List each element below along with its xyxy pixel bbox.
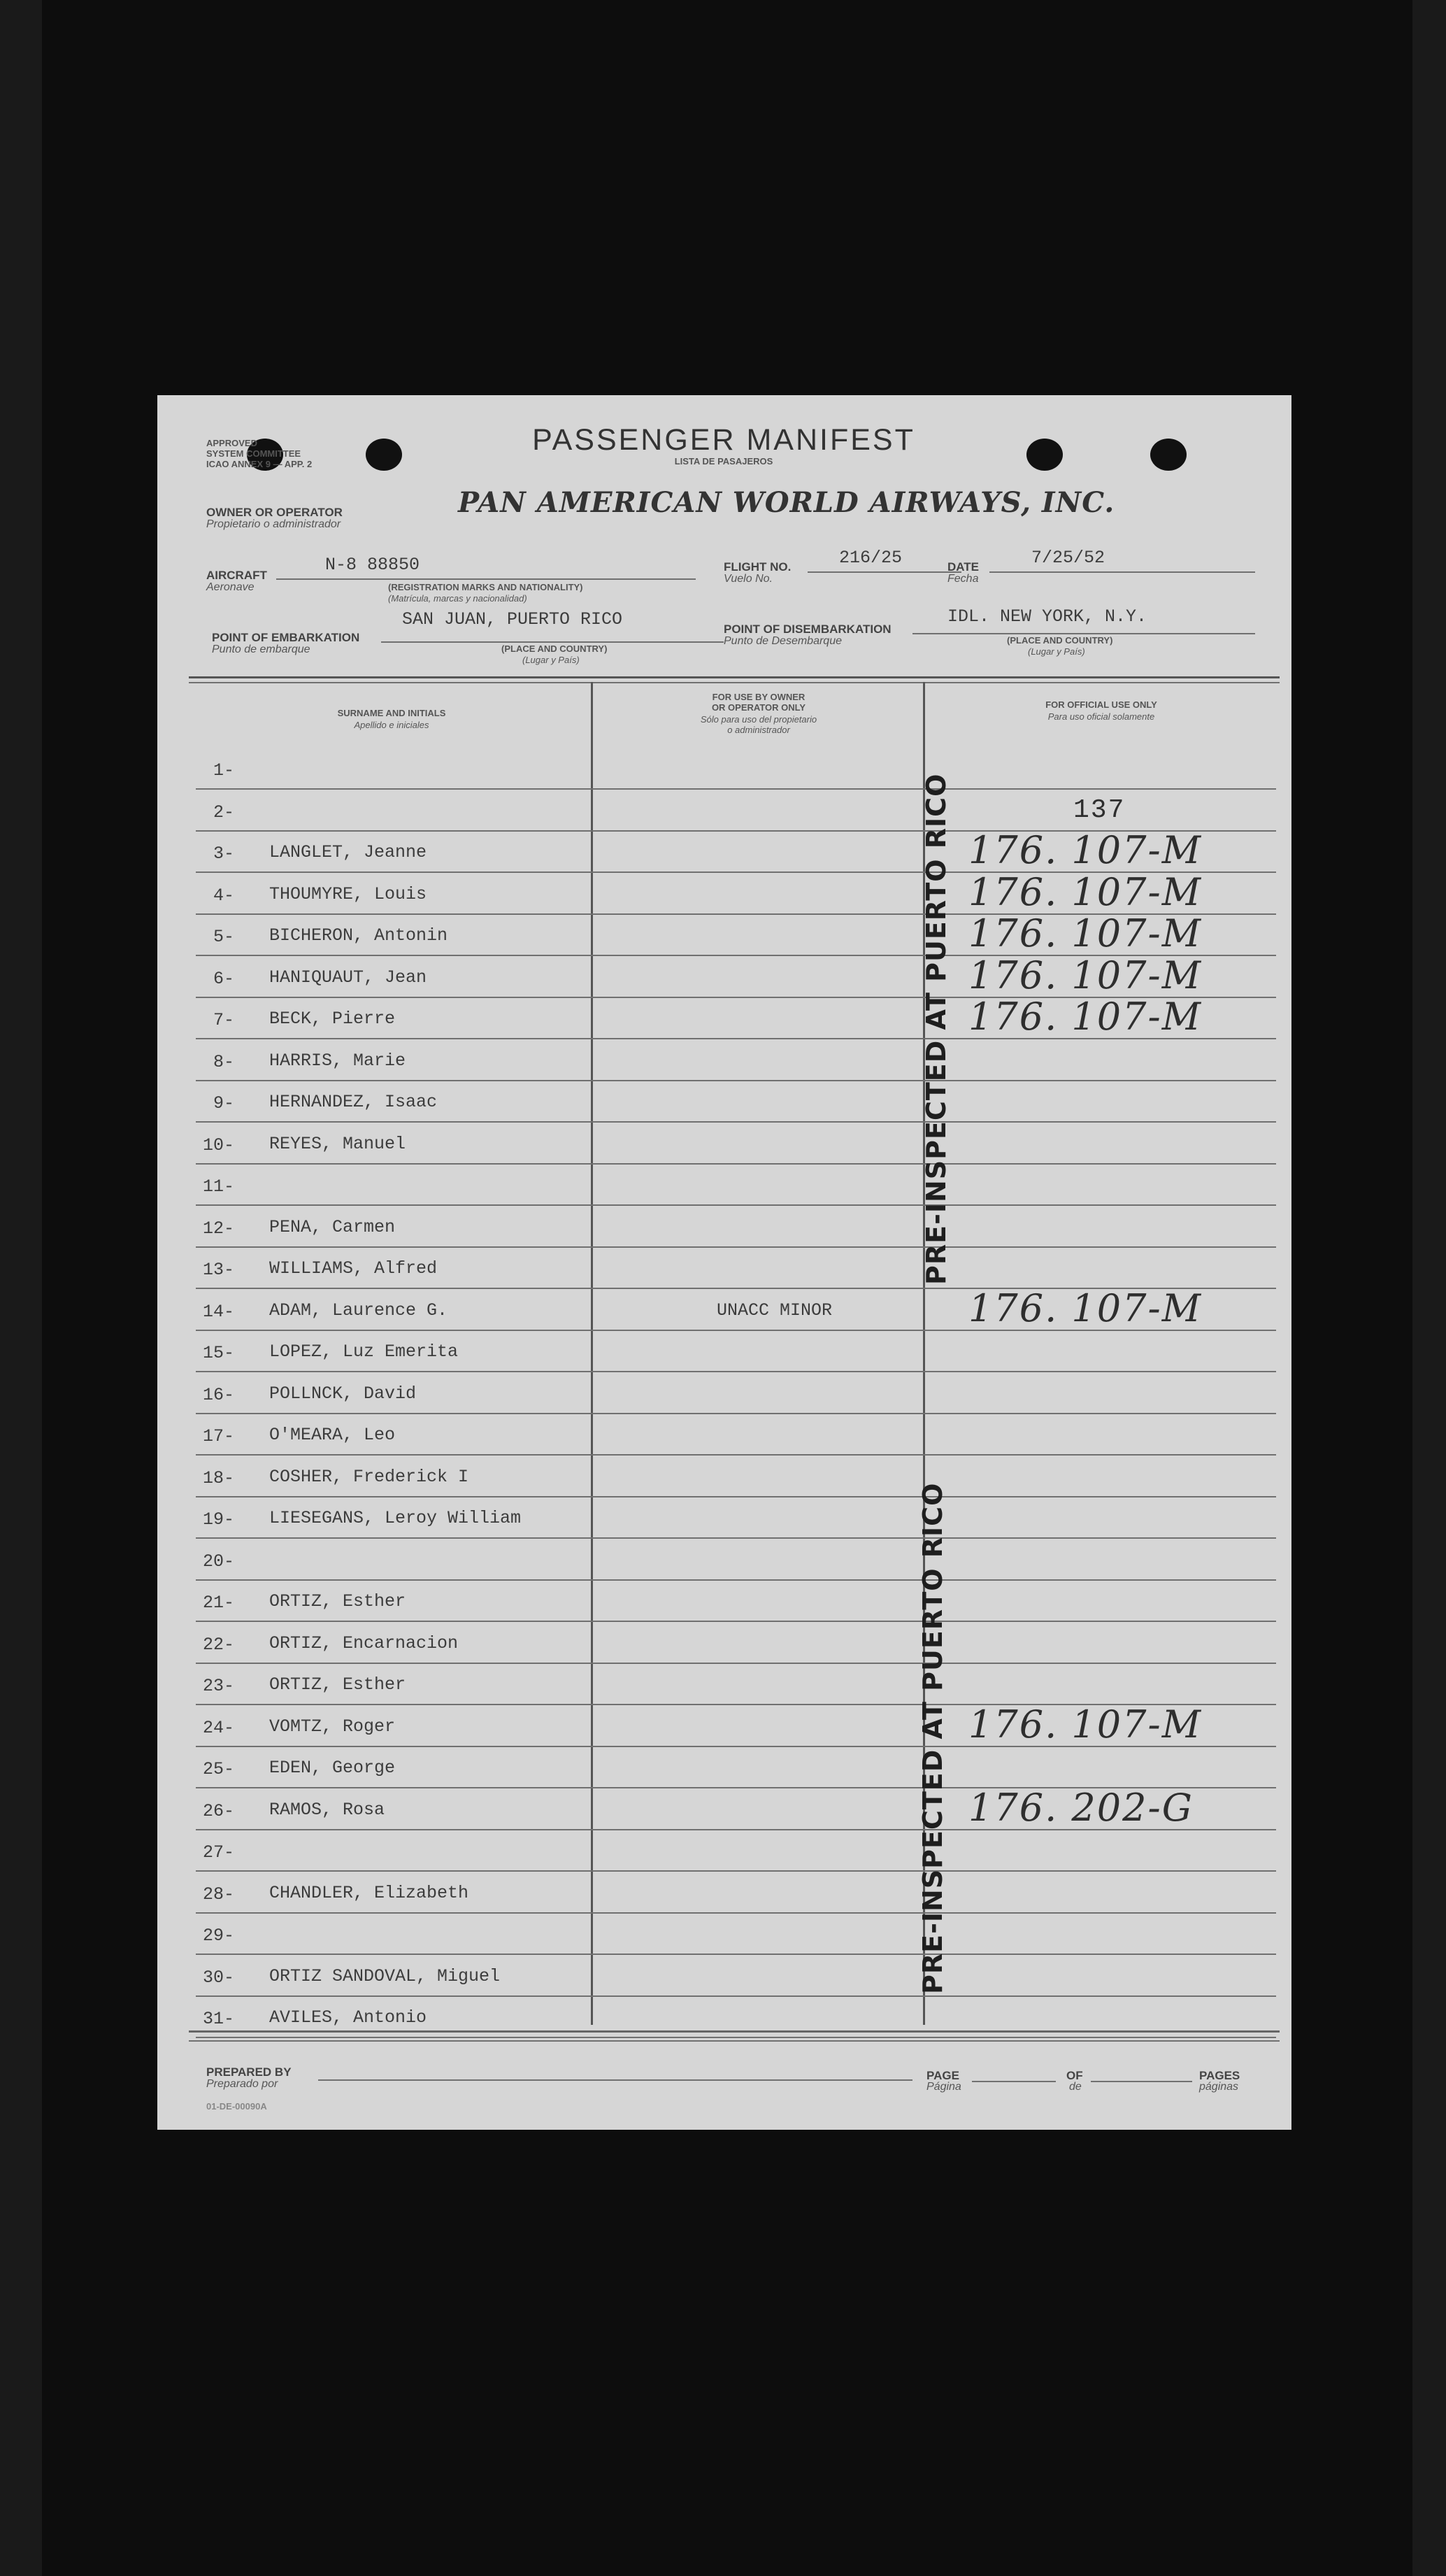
official-notation: 176. 107-M (968, 953, 1203, 997)
punch-hole (366, 439, 402, 471)
pages-sublabel: páginas (1199, 2081, 1239, 2093)
official-notation: 176. 107-M (968, 870, 1203, 914)
row-number: 29- (202, 1926, 234, 1946)
row-number: 26- (202, 1801, 234, 1821)
disembark-value: IDL. NEW YORK, N.Y. (947, 606, 1147, 627)
row-number: 1- (213, 760, 234, 781)
disembark-underline (912, 633, 1255, 634)
row-rule (196, 1870, 1276, 1872)
row-number: 20- (202, 1551, 234, 1572)
passenger-name: LIESEGANS, Leroy William (269, 1508, 522, 1528)
col2-header-1: FOR USE BY OWNER (712, 692, 806, 702)
passenger-name: PENA, Carmen (269, 1217, 396, 1237)
row-number: 18- (202, 1468, 234, 1488)
disembark-caption-es: (Lugar y País) (1028, 646, 1085, 657)
aircraft-sublabel: Aeronave (206, 581, 255, 593)
manifest-sheet (157, 395, 1291, 2130)
passenger-name: BICHERON, Antonin (269, 925, 448, 946)
passenger-name: HARRIS, Marie (269, 1051, 406, 1071)
row-number: 28- (202, 1884, 234, 1905)
official-notation: 137 (1073, 795, 1126, 825)
row-number: 5- (213, 927, 234, 947)
page-sublabel: Página (926, 2081, 961, 2093)
date-value: 7/25/52 (1031, 548, 1105, 568)
row-number: 27- (202, 1842, 234, 1863)
passenger-name: RAMOS, Rosa (269, 1800, 385, 1820)
aircraft-label: AIRCRAFT (206, 569, 267, 582)
operator-note: UNACC MINOR (717, 1300, 833, 1321)
prepared-by-underline (318, 2079, 912, 2081)
row-rule (196, 2037, 1276, 2038)
pre-inspection-stamp-lower: PRE-INSPECTED AT PUERTO RICO (917, 1482, 948, 1994)
row-number: 25- (202, 1759, 234, 1779)
col2-header-es-1: Sólo para uso del propietario (700, 714, 817, 725)
passenger-name: ORTIZ SANDOVAL, Miguel (269, 1966, 501, 1986)
embark-caption: (PLACE AND COUNTRY) (501, 643, 608, 654)
passenger-name: LANGLET, Jeanne (269, 842, 427, 862)
row-rule (196, 1121, 1276, 1123)
row-number: 3- (213, 844, 234, 864)
date-label: DATE (947, 560, 980, 574)
punch-hole (1026, 439, 1063, 471)
passenger-name: VOMTZ, Roger (269, 1716, 396, 1737)
official-notation: 176. 107-M (968, 995, 1203, 1039)
col1-header-es: Apellido e iniciales (354, 720, 429, 730)
official-notation: 176. 202-G (968, 1786, 1194, 1830)
passenger-name: LOPEZ, Luz Emerita (269, 1342, 459, 1362)
official-notation: 176. 107-M (968, 1702, 1203, 1746)
aircraft-caption: (REGISTRATION MARKS AND NATIONALITY) (388, 582, 583, 592)
of-label: OF (1066, 2069, 1083, 2082)
row-rule (196, 1995, 1276, 1997)
row-number: 13- (202, 1260, 234, 1280)
row-rule (196, 1080, 1276, 1081)
row-number: 2- (213, 802, 234, 823)
row-number: 21- (202, 1593, 234, 1613)
col2-header-2: OR OPERATOR ONLY (711, 702, 806, 713)
row-number: 10- (202, 1135, 234, 1155)
col3-header: FOR OFFICIAL USE ONLY (1045, 699, 1157, 710)
approval-line-2: SYSTEM COMMITTEE (206, 448, 301, 459)
row-rule (196, 1204, 1276, 1206)
date-underline (989, 571, 1255, 573)
aircraft-caption-es: (Matrícula, marcas y nacionalidad) (388, 593, 527, 604)
embark-underline (381, 641, 724, 643)
embark-value: SAN JUAN, PUERTO RICO (402, 609, 623, 629)
passenger-name: THOUMYRE, Louis (269, 884, 427, 904)
of-underline (1091, 2081, 1192, 2082)
row-number: 24- (202, 1718, 234, 1738)
row-rule (196, 1371, 1276, 1372)
form-title: PASSENGER MANIFEST (532, 423, 915, 457)
row-rule (196, 1663, 1276, 1664)
official-notation: 176. 107-M (968, 828, 1203, 872)
flight-value: 216/25 (839, 548, 903, 568)
passenger-name: ORTIZ, Esther (269, 1674, 406, 1695)
col1-divider (591, 682, 593, 2025)
approval-line-1: APPROVED (206, 438, 257, 448)
row-rule (196, 1579, 1276, 1581)
row-number: 7- (213, 1010, 234, 1030)
official-notation: 176. 107-M (968, 1286, 1203, 1330)
row-rule (196, 1496, 1276, 1497)
row-number: 19- (202, 1509, 234, 1530)
row-number: 8- (213, 1052, 234, 1072)
row-number: 9- (213, 1093, 234, 1113)
row-rule (196, 1163, 1276, 1165)
embark-caption-es: (Lugar y País) (522, 655, 580, 665)
embark-label: POINT OF EMBARKATION (212, 631, 360, 644)
prepared-by-sublabel: Preparado por (206, 2078, 278, 2090)
row-number: 23- (202, 1676, 234, 1696)
passenger-name: HANIQUAUT, Jean (269, 967, 427, 988)
form-subtitle: LISTA DE PASAJEROS (674, 456, 773, 467)
pre-inspection-stamp-upper: PRE-INSPECTED AT PUERTO RICO (921, 773, 952, 1285)
passenger-name: BECK, Pierre (269, 1009, 396, 1029)
col3-header-es: Para uso oficial solamente (1047, 711, 1155, 722)
row-number: 12- (202, 1218, 234, 1239)
official-notation: 176. 107-M (968, 911, 1203, 955)
row-number: 4- (213, 885, 234, 906)
page-underline (972, 2081, 1056, 2082)
owner-label: OWNER OR OPERATOR (206, 506, 343, 519)
row-rule (196, 788, 1276, 790)
row-number: 30- (202, 1967, 234, 1988)
embark-sublabel: Punto de embarque (212, 643, 310, 655)
passenger-name: O'MEARA, Leo (269, 1425, 396, 1445)
row-number: 22- (202, 1635, 234, 1655)
row-rule (196, 1912, 1276, 1914)
punch-hole (1150, 439, 1187, 471)
passenger-name: CHANDLER, Elizabeth (269, 1883, 469, 1903)
row-number: 31- (202, 2009, 234, 2029)
disembark-label: POINT OF DISEMBARKATION (724, 622, 892, 636)
row-number: 15- (202, 1343, 234, 1363)
pages-label: PAGES (1199, 2069, 1240, 2082)
row-number: 11- (202, 1176, 234, 1197)
passenger-name: ADAM, Laurence G. (269, 1300, 448, 1321)
flight-label: FLIGHT NO. (724, 560, 792, 574)
table-top-rule (189, 676, 1280, 678)
aircraft-value: N-8 88850 (325, 555, 420, 575)
row-number: 16- (202, 1385, 234, 1405)
prepared-by-label: PREPARED BY (206, 2065, 292, 2079)
disembark-caption: (PLACE AND COUNTRY) (1007, 635, 1113, 646)
passenger-name: ORTIZ, Encarnacion (269, 1633, 459, 1653)
passenger-name: EDEN, George (269, 1758, 396, 1778)
row-number: 17- (202, 1426, 234, 1446)
flight-sublabel: Vuelo No. (724, 573, 773, 585)
row-number: 14- (202, 1302, 234, 1322)
passenger-name: ORTIZ, Esther (269, 1591, 406, 1611)
owner-sublabel: Propietario o administrador (206, 518, 341, 530)
page-label: PAGE (926, 2069, 959, 2082)
aircraft-underline (276, 578, 696, 580)
table-top-rule-2 (189, 682, 1280, 683)
col2-header-es-2: o administrador (727, 725, 790, 735)
form-number: 01-DE-00090A (206, 2101, 267, 2112)
row-number: 6- (213, 969, 234, 989)
row-rule (196, 1537, 1276, 1539)
of-sublabel: de (1069, 2081, 1082, 2093)
row-rule (196, 1246, 1276, 1248)
approval-line-3: ICAO ANNEX 9 — APP. 2 (206, 459, 313, 469)
disembark-sublabel: Punto de Desembarque (724, 635, 842, 647)
passenger-name: COSHER, Frederick I (269, 1467, 469, 1487)
passenger-name: AVILES, Antonio (269, 2007, 427, 2028)
row-rule (196, 1621, 1276, 1622)
col1-header: SURNAME AND INITIALS (337, 708, 446, 718)
table-bottom-rule (189, 2030, 1280, 2033)
flight-underline (808, 571, 961, 573)
table-bottom-rule-2 (189, 2040, 1280, 2042)
row-rule (196, 1954, 1276, 1955)
row-rule (196, 1413, 1276, 1414)
date-sublabel: Fecha (947, 573, 979, 585)
passenger-name: POLLNCK, David (269, 1383, 417, 1404)
passenger-name: WILLIAMS, Alfred (269, 1258, 438, 1279)
passenger-name: REYES, Manuel (269, 1134, 406, 1154)
row-rule (196, 1454, 1276, 1456)
passenger-name: HERNANDEZ, Isaac (269, 1092, 438, 1112)
owner-value: PAN AMERICAN WORLD AIRWAYS, INC. (458, 486, 1115, 519)
